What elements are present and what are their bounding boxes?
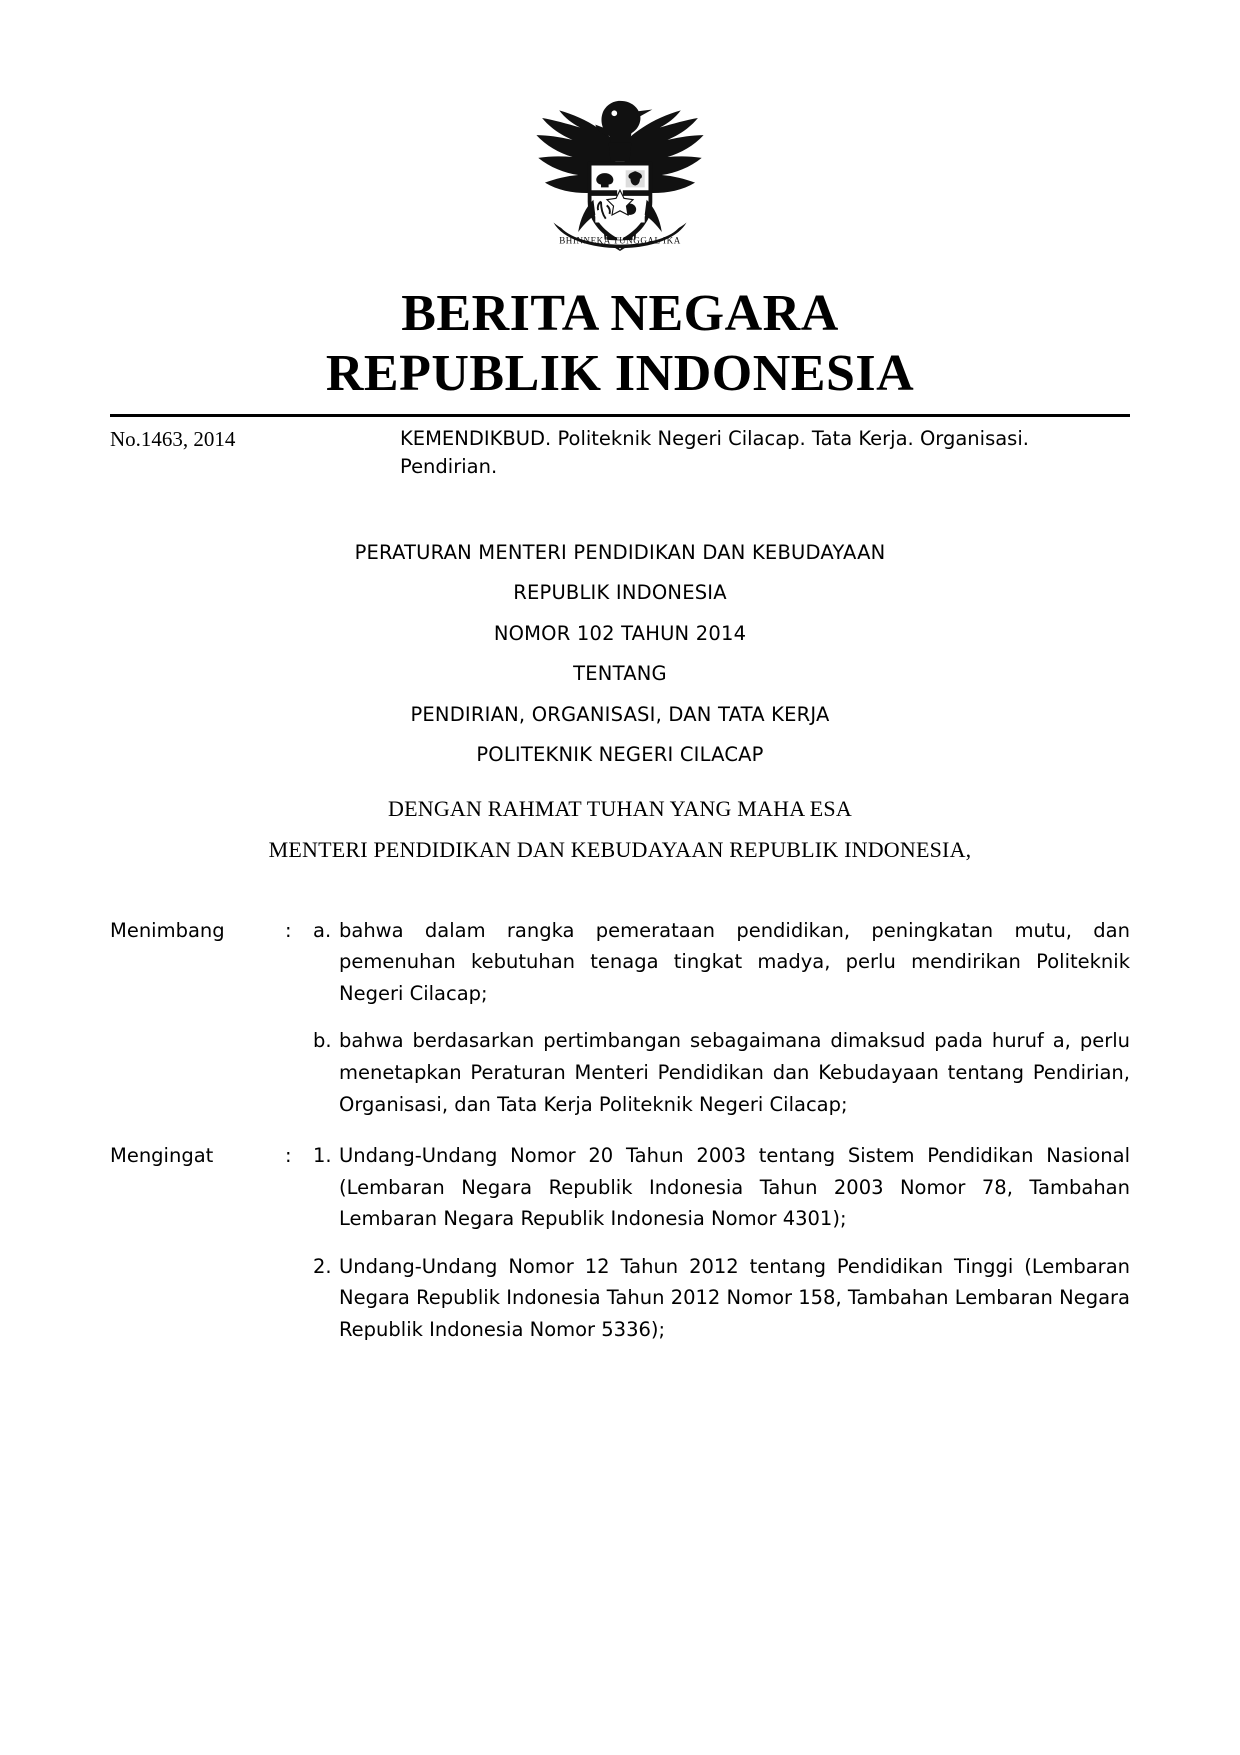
recalling-text-2: Undang-Undang Nomor 12 Tahun 2012 tentang Pendidikan Tinggi (Lembaran Negara Republik Indonesia Tahun 2012 Nomor 158, Tambahan Lembaran Negara Republik Indonesia Nomor 5336); (339, 1254, 1130, 1342)
considering-marker-b: b. (313, 1029, 332, 1053)
masthead-line-2: REPUBLIK INDONESIA (325, 344, 915, 402)
recalling-marker-1: 1. (313, 1144, 332, 1168)
emblem-container (110, 80, 1130, 280)
recalling-item-2 (110, 1251, 1130, 1346)
considering-marker-a: a. (313, 918, 332, 942)
title-block (110, 533, 1130, 871)
considering-item-b (110, 1025, 1130, 1120)
masthead-line-1: BERITA NEGARA (401, 285, 839, 342)
title-spacer (110, 775, 1130, 789)
considering-text-a: bahwa dalam rangka pemerataan pendidikan, peningkatan mutu, dan pemenuhan kebutuhan tenaga tingkat madya, perlu mendirikan Politeknik Negeri Cilacap; (339, 918, 1130, 1005)
recalling-item-1 (110, 1140, 1130, 1235)
garuda-pancasila-emblem (525, 80, 715, 270)
preamble-blessing: DENGAN RAHMAT TUHAN YANG MAHA ESA (388, 796, 852, 822)
regulation-title-line-1: PERATURAN MENTERI PENDIDIKAN DAN KEBUDAYAAN (354, 541, 886, 565)
issue-number: No.1463, 2014 (110, 426, 236, 451)
masthead (110, 284, 1130, 404)
preamble-minister: MENTERI PENDIDIKAN DAN KEBUDAYAAN REPUBLIK INDONESIA, (268, 836, 972, 862)
considering-colon: : (285, 918, 292, 942)
regulation-about-label: TENTANG (573, 662, 667, 686)
recalling-text-1: Undang-Undang Nomor 20 Tahun 2003 tentang Sistem Pendidikan Nasional (Lembaran Negara Republik Indonesia Tahun 2003 Nomor 78, Tambahan Lembaran Negara Republik Indonesia Nomor 4301); (339, 1144, 1130, 1231)
regulation-subject-line-1: PENDIRIAN, ORGANISASI, DAN TATA KERJA (410, 702, 830, 726)
svg-text:BHINNEKA TUNGGAL IKA: BHINNEKA TUNGGAL IKA (559, 235, 681, 246)
recalling-marker-2: 2. (313, 1254, 332, 1278)
issue-subject: KEMENDIKBUD. Politeknik Negeri Cilacap. Tata Kerja. Organisasi. Pendirian. (400, 426, 1029, 478)
regulation-number: NOMOR 102 TAHUN 2014 (493, 621, 747, 645)
recalling-label: Mengingat (110, 1144, 214, 1168)
considering-item-a (110, 915, 1130, 1010)
issue-line (110, 425, 1130, 482)
recalling-colon: : (285, 1144, 292, 1168)
considering-text-b: bahwa berdasarkan pertimbangan sebagaimana dimaksud pada huruf a, perlu menetapkan Peraturan Menteri Pendidikan dan Kebudayaan tentang Pendirian, Organisasi, dan Tata Kerja Politeknik Negeri Cilacap; (339, 1029, 1130, 1116)
regulation-subject-line-2: POLITEKNIK NEGERI CILACAP (476, 742, 764, 766)
regulation-title-line-2: REPUBLIK INDONESIA (513, 581, 727, 605)
considering-label: Menimbang (110, 918, 225, 942)
clauses-section (110, 915, 1130, 1346)
header-divider (110, 414, 1130, 417)
